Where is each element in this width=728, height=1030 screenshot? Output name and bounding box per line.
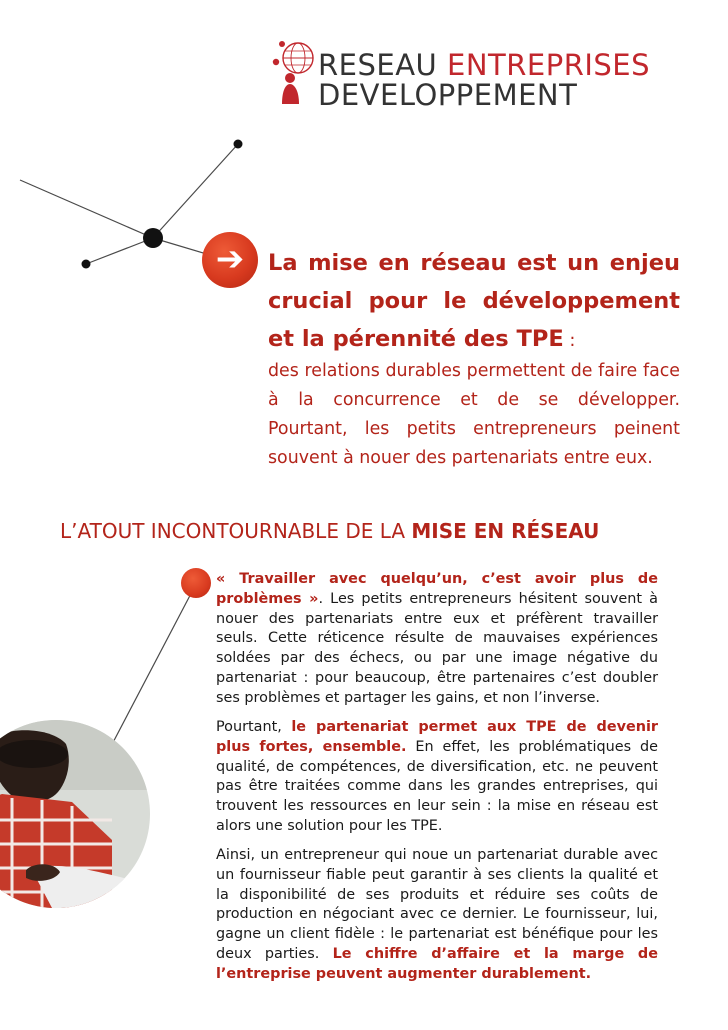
bullet-connector-line xyxy=(108,584,196,752)
paragraph-2-text: En effet, les problématiques de qualité, de compétences, de diversification, etc. ne peuvent pas être traitées comme dans les grandes entreprises, qui trouvent les ressources en leur sein : la mise en réseau est alors une solution pour les TPE. xyxy=(216,738,658,834)
section-title xyxy=(60,519,599,543)
paragraph-2-highlight: le partenariat permet aux TPE de devenir plus fortes, ensemble. xyxy=(216,719,658,755)
network-line xyxy=(153,144,238,238)
section-title-bold: MISE EN RÉSEAU xyxy=(411,519,600,543)
network-line xyxy=(86,238,153,264)
section-title-regular: L’ATOUT INCONTOURNABLE DE LA xyxy=(60,519,412,543)
paragraph-1 xyxy=(216,570,658,709)
arrow-right-icon: ➔ xyxy=(202,232,258,288)
network-node xyxy=(234,140,243,149)
network-node-large xyxy=(143,228,163,248)
paragraph-3-highlight: Le chiffre d’affaire et la marge de l’entreprise peuvent augmenter durablement. xyxy=(216,945,658,982)
intro-paragraph: des relations durables permettent de faire face à la concurrence et de se développer. Pourtant, les petits entrepreneurs peinent souvent à nouer des partenariats entre eux. xyxy=(268,361,680,468)
logo-word-reseau: RESEAU xyxy=(318,48,447,82)
intro-heading xyxy=(268,244,680,360)
logo-text-line2: DEVELOPPEMENT xyxy=(318,78,578,112)
paragraph-1-text: . Les petits entrepreneurs hésitent souvent à nouer des partenariats entre eux et préfèrent travailler seuls. Cette réticence résulte de mauvaises expériences soldées par des échecs, ou par une image négative du partenariat : pour beaucoup, être partenaires c’est doubler ses problèmes et partager les gains, et non l’inverse. xyxy=(216,590,658,706)
circle-bullet-icon xyxy=(181,568,211,598)
logo-word-entreprises: ENTREPRISES xyxy=(447,48,651,82)
paragraph-3 xyxy=(216,846,658,985)
paragraph-3-text: Ainsi, un entrepreneur qui noue un partenariat durable avec un fournisseur fiable peut garantir à ses clients la qualité et la disponibilité de ses produits et réduire ses coûts de production en négociant avec ce dernier. Le fournisseur, lui, gagne un client fidèle : le partenariat est bénéfique pour les deux parties. xyxy=(216,847,658,962)
paragraph-1-quote: « Travailler avec quelqu’un, c’est avoir plus de problèmes » xyxy=(216,571,658,607)
intro-heading-text: La mise en réseau est un enjeu crucial pour le développement et la pérennité des TPE xyxy=(268,250,680,352)
logo-text-line1 xyxy=(318,50,650,80)
network-node xyxy=(82,260,91,269)
intro-heading-colon: : xyxy=(563,330,576,351)
paragraph-2 xyxy=(216,718,658,837)
network-line xyxy=(20,180,153,238)
paragraph-2-start: Pourtant, xyxy=(216,719,292,735)
globe-figure-logo-icon xyxy=(272,38,316,108)
